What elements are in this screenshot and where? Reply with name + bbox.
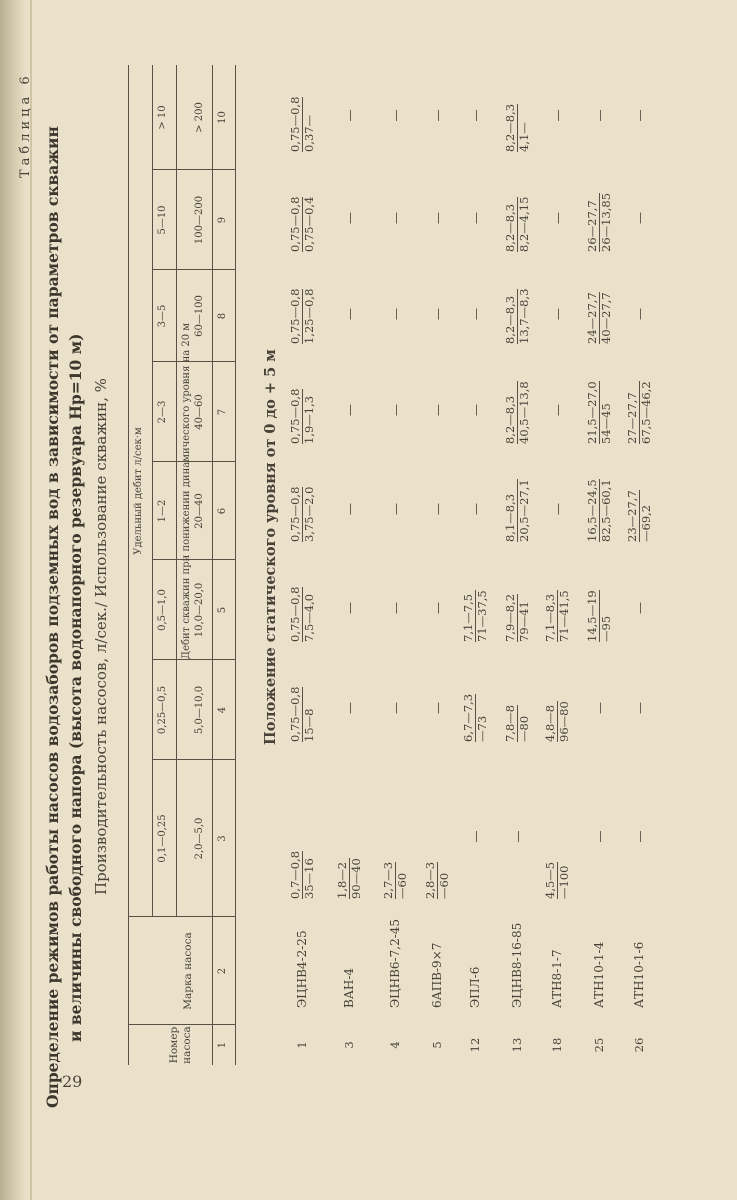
table-cell (390, 404, 403, 416)
table-cell (626, 490, 653, 542)
cell-well-usage: —100 (557, 865, 571, 899)
table-cell (344, 212, 357, 224)
table-cell (462, 694, 489, 742)
header-specific-range-9: 5—10 (157, 205, 168, 235)
table-cell (336, 858, 363, 899)
cell-pump-output: 7,8—8 (503, 704, 517, 742)
pump-brand-cell: АТН10-1-6 (632, 941, 646, 1008)
cell-pump-output: 14,5—19 (585, 590, 599, 642)
pump-number-cell: 1 (295, 1041, 309, 1049)
cell-pump-output: 21,5—27,0 (585, 381, 599, 444)
cell-dash: — (389, 404, 403, 416)
table-cell (634, 110, 647, 122)
cell-well-usage: 35—16 (302, 858, 316, 899)
header-yield-range-4: 5,0—10,0 (194, 685, 205, 735)
cell-well-usage: 13,7—8,3 (517, 288, 531, 344)
table-cell (289, 389, 316, 444)
cell-pump-output: 26—27,7 (586, 193, 600, 252)
cell-dash: — (389, 308, 403, 320)
cell-dash: — (343, 503, 357, 515)
table-cell (634, 212, 647, 224)
header-col-divider-4-a (152, 659, 176, 660)
pump-number-cell: 3 (342, 1041, 356, 1049)
table-cell (289, 851, 316, 899)
table-cell (594, 702, 607, 714)
header-yield-range-5: 10,0—20,0 (194, 582, 205, 638)
table-cell (504, 289, 531, 344)
header-col-divider-9-a (152, 169, 176, 170)
table-cell (504, 197, 531, 252)
table-cell (289, 97, 316, 152)
header-yield-range-3: 2,0—5,0 (194, 817, 205, 860)
cell-dash: — (343, 702, 357, 714)
cell-dash: — (633, 109, 647, 122)
header-col-number-1: 1 (217, 1041, 228, 1049)
header-col-number-2: 2 (217, 967, 228, 975)
table-cell (432, 602, 445, 614)
cell-dash: — (389, 702, 403, 714)
table-cell (424, 862, 451, 899)
header-col-number-7: 7 (217, 408, 228, 416)
cell-dash: — (593, 830, 607, 843)
cell-well-usage: 71—37,5 (475, 590, 489, 642)
pump-brand-cell: 6АПВ-9×7 (430, 942, 444, 1008)
header-col-number-6: 6 (217, 507, 228, 515)
table-cell (462, 590, 489, 642)
table-cell (390, 503, 403, 515)
table-cell (594, 110, 607, 122)
header-specific-range-5: 0,5—1,0 (157, 589, 168, 631)
header-col-number-3: 3 (217, 835, 228, 842)
header-col-number-4: 4 (217, 706, 228, 714)
cell-pump-output: 0,75—0,8 (288, 586, 302, 642)
table-cell (432, 404, 445, 416)
table-cell (390, 212, 403, 224)
header-specific-range-6: 1—2 (157, 499, 168, 523)
cell-well-usage: 71—41,5 (557, 590, 571, 642)
cell-dash: — (389, 212, 403, 224)
header-col-divider-6-a (152, 461, 176, 462)
cell-pump-output: 6,7—7,3 (461, 693, 475, 742)
header-yield-range-7: 40—60 (194, 394, 205, 430)
cell-dash: — (343, 212, 357, 224)
cell-dash: — (431, 602, 445, 614)
table-cell (289, 487, 316, 542)
header-rule-yield-label (176, 65, 177, 917)
header-col-divider-8-b (176, 269, 235, 270)
cell-pump-output: 2,7—3 (381, 861, 395, 899)
pump-number-cell: 12 (468, 1037, 482, 1053)
table-cell (344, 110, 357, 122)
cell-dash: — (633, 212, 647, 224)
header-col-number-10: 10 (217, 111, 228, 124)
cell-well-usage: —69,2 (639, 504, 653, 542)
cell-dash: — (551, 404, 565, 416)
table-cell (344, 503, 357, 515)
pump-brand-cell: ЭЦНВ6-7,2-45 (388, 918, 402, 1008)
cell-well-usage: 4,1— (517, 122, 531, 152)
table-cell (432, 503, 445, 515)
table-cell (586, 381, 613, 444)
cell-well-usage: 15—8 (302, 708, 316, 742)
cell-dash: — (469, 503, 483, 515)
cell-pump-output: 24—27,7 (585, 292, 599, 344)
table-cell (504, 594, 531, 642)
cell-dash: — (633, 830, 647, 843)
table-cell (552, 404, 565, 416)
header-yield-range-8: 60—100 (194, 295, 205, 337)
cell-pump-output: 0,75—0,8 (288, 686, 302, 742)
cell-well-usage: —60 (395, 872, 409, 899)
cell-well-usage: 79—41 (517, 601, 531, 642)
header-col-divider-5-a (152, 559, 176, 560)
cell-pump-output: 7,9—8,2 (503, 593, 517, 642)
cell-dash: — (389, 602, 403, 614)
header-specific-yield: Удельный дебит л/сек·м (133, 427, 144, 555)
table-title-line-1: Определение режимов работы насосов водозаборов подземных вод в зависимости от параметров скважин (43, 126, 62, 1108)
cell-dash: — (343, 404, 357, 416)
table-cell (634, 308, 647, 320)
cell-dash: — (389, 503, 403, 515)
pump-number-cell: 26 (632, 1037, 646, 1053)
cell-pump-output: 16,5—24,5 (585, 479, 599, 542)
pump-number-cell: 25 (592, 1037, 606, 1053)
section-title: Положение статического уровня от 0 до + 5 м (262, 349, 279, 745)
pump-number-cell: 18 (550, 1037, 564, 1053)
cell-pump-output: 1,8—2 (336, 858, 350, 899)
header-col-divider-7-a (152, 361, 176, 362)
table-cell (470, 212, 483, 224)
table-cell (586, 590, 613, 642)
table-cell (432, 308, 445, 320)
cell-pump-output: 8,1—8,3 (504, 479, 518, 542)
table-cell (390, 110, 403, 122)
table-cell (512, 831, 525, 843)
cell-well-usage: —95 (599, 615, 613, 642)
table-cell (552, 212, 565, 224)
table-cell (289, 587, 316, 642)
header-rule-specific (152, 65, 153, 917)
header-col-divider-3-b (176, 759, 235, 760)
header-pump-brand: Марка насоса (182, 932, 194, 1010)
header-col-divider-3-a (152, 759, 176, 760)
table-cell (552, 308, 565, 320)
header-col-number-5: 5 (217, 606, 228, 614)
table-cell (470, 308, 483, 320)
cell-well-usage: 90—40 (349, 858, 363, 899)
cell-pump-output: 2,8—3 (423, 861, 437, 899)
table-cell (626, 381, 653, 444)
cell-dash: — (593, 702, 607, 714)
cell-well-usage: 54—45 (599, 403, 613, 444)
header-yield-range-9: 100—200 (194, 195, 205, 245)
table-cell (544, 862, 571, 899)
table-cell (432, 702, 445, 714)
cell-well-usage: —80 (517, 715, 531, 742)
pump-number-cell: 4 (388, 1041, 402, 1049)
cell-well-usage: 3,75—2,0 (302, 486, 316, 542)
cell-well-usage: 7,5—4,0 (302, 593, 316, 642)
header-specific-range-7: 2—3 (157, 400, 168, 424)
header-col-number-9: 9 (217, 216, 228, 224)
header-specific-range-3: 0,1—0,25 (157, 814, 168, 863)
cell-pump-output: 0,75—0,8 (288, 288, 302, 344)
table-cell (552, 110, 565, 122)
cell-dash: — (469, 830, 483, 843)
cell-dash: — (469, 212, 483, 224)
cell-well-usage: 1,25—0,8 (302, 288, 316, 344)
table-cell (634, 602, 647, 614)
cell-pump-output: 8,2—8,3 (503, 103, 517, 152)
header-col-divider-8-a (152, 269, 176, 270)
table-cell (504, 479, 531, 542)
table-cell (470, 404, 483, 416)
table-cell (289, 197, 316, 252)
table-cell (289, 289, 316, 344)
header-col-number-8: 8 (217, 312, 228, 320)
cell-dash: — (593, 109, 607, 122)
cell-dash: — (343, 308, 357, 320)
table-label: Таблица 6 (18, 72, 33, 178)
cell-well-usage: 26—13,85 (599, 192, 613, 252)
cell-dash: — (633, 702, 647, 714)
cell-dash: — (431, 308, 445, 320)
table-cell (586, 479, 613, 542)
table-cell (594, 831, 607, 843)
table-cell (470, 110, 483, 122)
header-top-rule (128, 65, 129, 1065)
header-pump-number: Номер насоса (168, 1026, 193, 1064)
cell-dash: — (343, 602, 357, 614)
pump-number-cell: 5 (430, 1041, 444, 1049)
pump-brand-cell: АТН8-1-7 (550, 949, 564, 1008)
pump-brand-cell: ЭПЛ-6 (468, 966, 482, 1008)
cell-dash: — (551, 308, 565, 320)
pump-brand-cell: ЭЦНВ8-16-85 (510, 922, 524, 1008)
cell-pump-output: 0,75—0,8 (288, 196, 302, 252)
table-cell (634, 702, 647, 714)
cell-pump-output: 27—27,7 (626, 381, 640, 444)
header-rule-numbers (212, 65, 213, 1065)
cell-pump-output: 0,7—0,8 (288, 850, 302, 899)
cell-well-usage: 1,9—1,3 (302, 395, 316, 444)
header-yield-range-10: > 200 (194, 102, 205, 133)
table-cell (344, 702, 357, 714)
cell-dash: — (431, 503, 445, 515)
header-col-divider-4-b (176, 659, 235, 660)
cell-well-usage: 0,75—0,4 (302, 196, 316, 252)
pump-number-cell: 13 (510, 1037, 524, 1053)
header-col-divider-2 (128, 916, 235, 917)
cell-pump-output: 7,1—8,3 (544, 590, 558, 642)
cell-pump-output: 7,1—7,5 (462, 590, 476, 642)
table-cell (634, 831, 647, 843)
table-cell (344, 404, 357, 416)
cell-dash: — (633, 308, 647, 320)
cell-pump-output: 4,5—5 (543, 861, 557, 899)
header-bottom-rule (235, 65, 236, 1065)
header-specific-range-4: 0,25—0,5 (157, 685, 168, 735)
header-specific-range-8: 3—5 (157, 304, 168, 328)
pump-brand-cell: ЭЦНВ4-2-25 (295, 930, 309, 1008)
table-cell (470, 503, 483, 515)
cell-well-usage: 40—27,7 (599, 292, 613, 344)
cell-pump-output: 0,75—0,8 (288, 96, 302, 152)
table-cell (390, 308, 403, 320)
table-cell (544, 590, 571, 642)
table-cell (390, 602, 403, 614)
pump-brand-cell: АТН10-1-4 (592, 941, 606, 1008)
table-cell (432, 212, 445, 224)
cell-pump-output: 8,2—8,3 (504, 197, 518, 252)
cell-pump-output: 8,2—8,3 (504, 289, 518, 344)
cell-pump-output: 23—27,7 (625, 490, 639, 542)
table-cell (504, 705, 531, 742)
table-title-line-2: и величины свободного напора (высота водонапорного резервуара Нр=10 м) (66, 333, 85, 1042)
header-well-yield: Дебит скважин при понижении динамического уровня на 20 м (181, 322, 192, 660)
cell-well-usage: 82,5—60,1 (599, 479, 613, 542)
cell-dash: — (389, 109, 403, 122)
header-yield-range-6: 20—40 (194, 493, 205, 529)
table-cell (390, 702, 403, 714)
table-cell (544, 701, 571, 742)
cell-dash: — (551, 212, 565, 224)
table-cell (552, 503, 565, 515)
cell-pump-output: 4,8—8 (544, 701, 558, 742)
cell-dash: — (469, 404, 483, 416)
cell-dash: — (431, 212, 445, 224)
table-cell (289, 687, 316, 742)
cell-dash: — (431, 109, 445, 122)
cell-well-usage: —60 (437, 872, 451, 899)
cell-well-usage: 20,5—27,1 (517, 479, 531, 542)
cell-dash: — (551, 503, 565, 515)
table-cell (504, 104, 531, 152)
table-cell (344, 308, 357, 320)
cell-dash: — (511, 830, 525, 843)
cell-pump-output: 0,75—0,8 (288, 486, 302, 542)
cell-dash: — (633, 602, 647, 614)
cell-pump-output: 0,75—0,8 (288, 388, 302, 444)
table-cell (586, 292, 613, 344)
page-number: 29 (62, 1072, 83, 1091)
cell-dash: — (431, 404, 445, 416)
cell-well-usage: 8,2—4,15 (517, 196, 531, 252)
cell-dash: — (469, 308, 483, 320)
cell-dash: — (343, 109, 357, 122)
cell-well-usage: 0,37— (302, 114, 316, 152)
pump-brand-cell: ВАН-4 (342, 967, 356, 1008)
table-subtitle: Производительность насосов, л/сек./ Использование скважин, % (92, 378, 110, 895)
cell-well-usage: —73 (475, 715, 489, 742)
header-col-divider-9-b (176, 169, 235, 170)
cell-pump-output: 8,2—8,3 (504, 381, 518, 444)
cell-well-usage: 96—80 (557, 701, 571, 742)
table-cell (504, 381, 531, 444)
cell-dash: — (551, 109, 565, 122)
cell-dash: — (431, 702, 445, 714)
table-cell (382, 862, 409, 899)
table-cell (586, 193, 613, 252)
table-cell (470, 831, 483, 843)
table-cell (344, 602, 357, 614)
table-cell (432, 110, 445, 122)
cell-well-usage: 67,5—46,2 (639, 381, 653, 444)
header-specific-range-10: > 10 (157, 105, 168, 130)
cell-dash: — (469, 109, 483, 122)
cell-well-usage: 40,5—13,8 (517, 381, 531, 444)
